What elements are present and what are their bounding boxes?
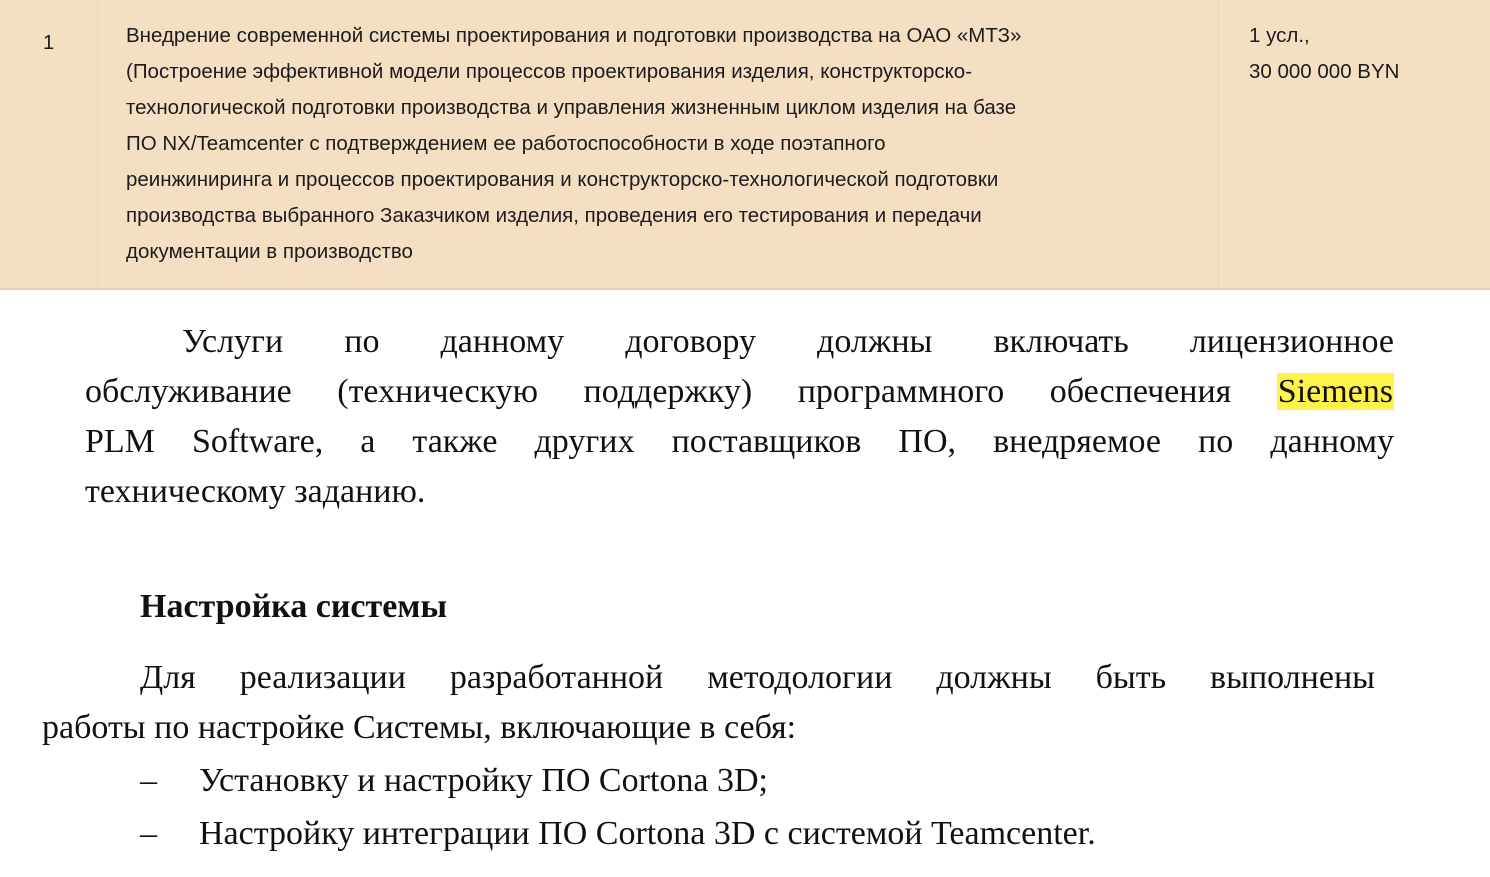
bullet-item: Настройку интеграции ПО Cortona 3D с системой Teamcenter. (199, 815, 1096, 852)
description-line: технологической подготовки производства и управления жизненным циклом изделия на базе (126, 96, 1017, 119)
description-line: реинжиниринга и процессов проектирования и конструкторско-технологической подготовки (126, 168, 999, 191)
row-number: 1 (43, 32, 55, 54)
description-line: Внедрение современной системы проектирования и подготовки производства на ОАО «МТЗ» (126, 24, 1022, 47)
description-line: ПО NX/Teamcenter с подтверждением ее работоспособности в ходе поэтапного (126, 132, 886, 155)
highlighted-word: Siemens (1277, 373, 1394, 410)
quantity-value: 1 усл., (1249, 24, 1310, 47)
description-line: документации в производство (126, 240, 413, 263)
paragraph-line (85, 370, 1394, 414)
bullet-item: Установку и настройку ПО Cortona 3D; (199, 762, 768, 799)
column-divider (97, 0, 98, 288)
description-line: производства выбранного Заказчиком изделия, проведения его тестирования и передачи (126, 204, 982, 227)
paragraph-line: Услуги по данному договору должны включать лицензионное (182, 323, 1394, 360)
column-divider (1218, 0, 1219, 288)
service-description (126, 18, 1206, 270)
section-intro-line: работы по настройке Системы, включающие в себя: (42, 709, 797, 746)
paragraph-line: PLM Software, а также других поставщиков ПО, внедряемое по данному (85, 423, 1394, 460)
description-line: (Построение эффективной модели процессов проектирования изделия, конструкторско- (126, 60, 973, 83)
paragraph-line: техническому заданию. (85, 473, 426, 510)
section-intro-line: Для реализации разработанной методологии должны быть выполнены (140, 659, 1375, 696)
bullet-dash: – (140, 815, 157, 852)
section-heading: Настройка системы (140, 588, 447, 625)
bullet-dash: – (140, 762, 157, 799)
quantity-price-cell (1249, 18, 1399, 90)
price-value: 30 000 000 BYN (1249, 60, 1400, 83)
price-table-row (0, 0, 1490, 290)
paragraph-text: обслуживание (техническую поддержку) программного обеспечения (85, 373, 1232, 410)
